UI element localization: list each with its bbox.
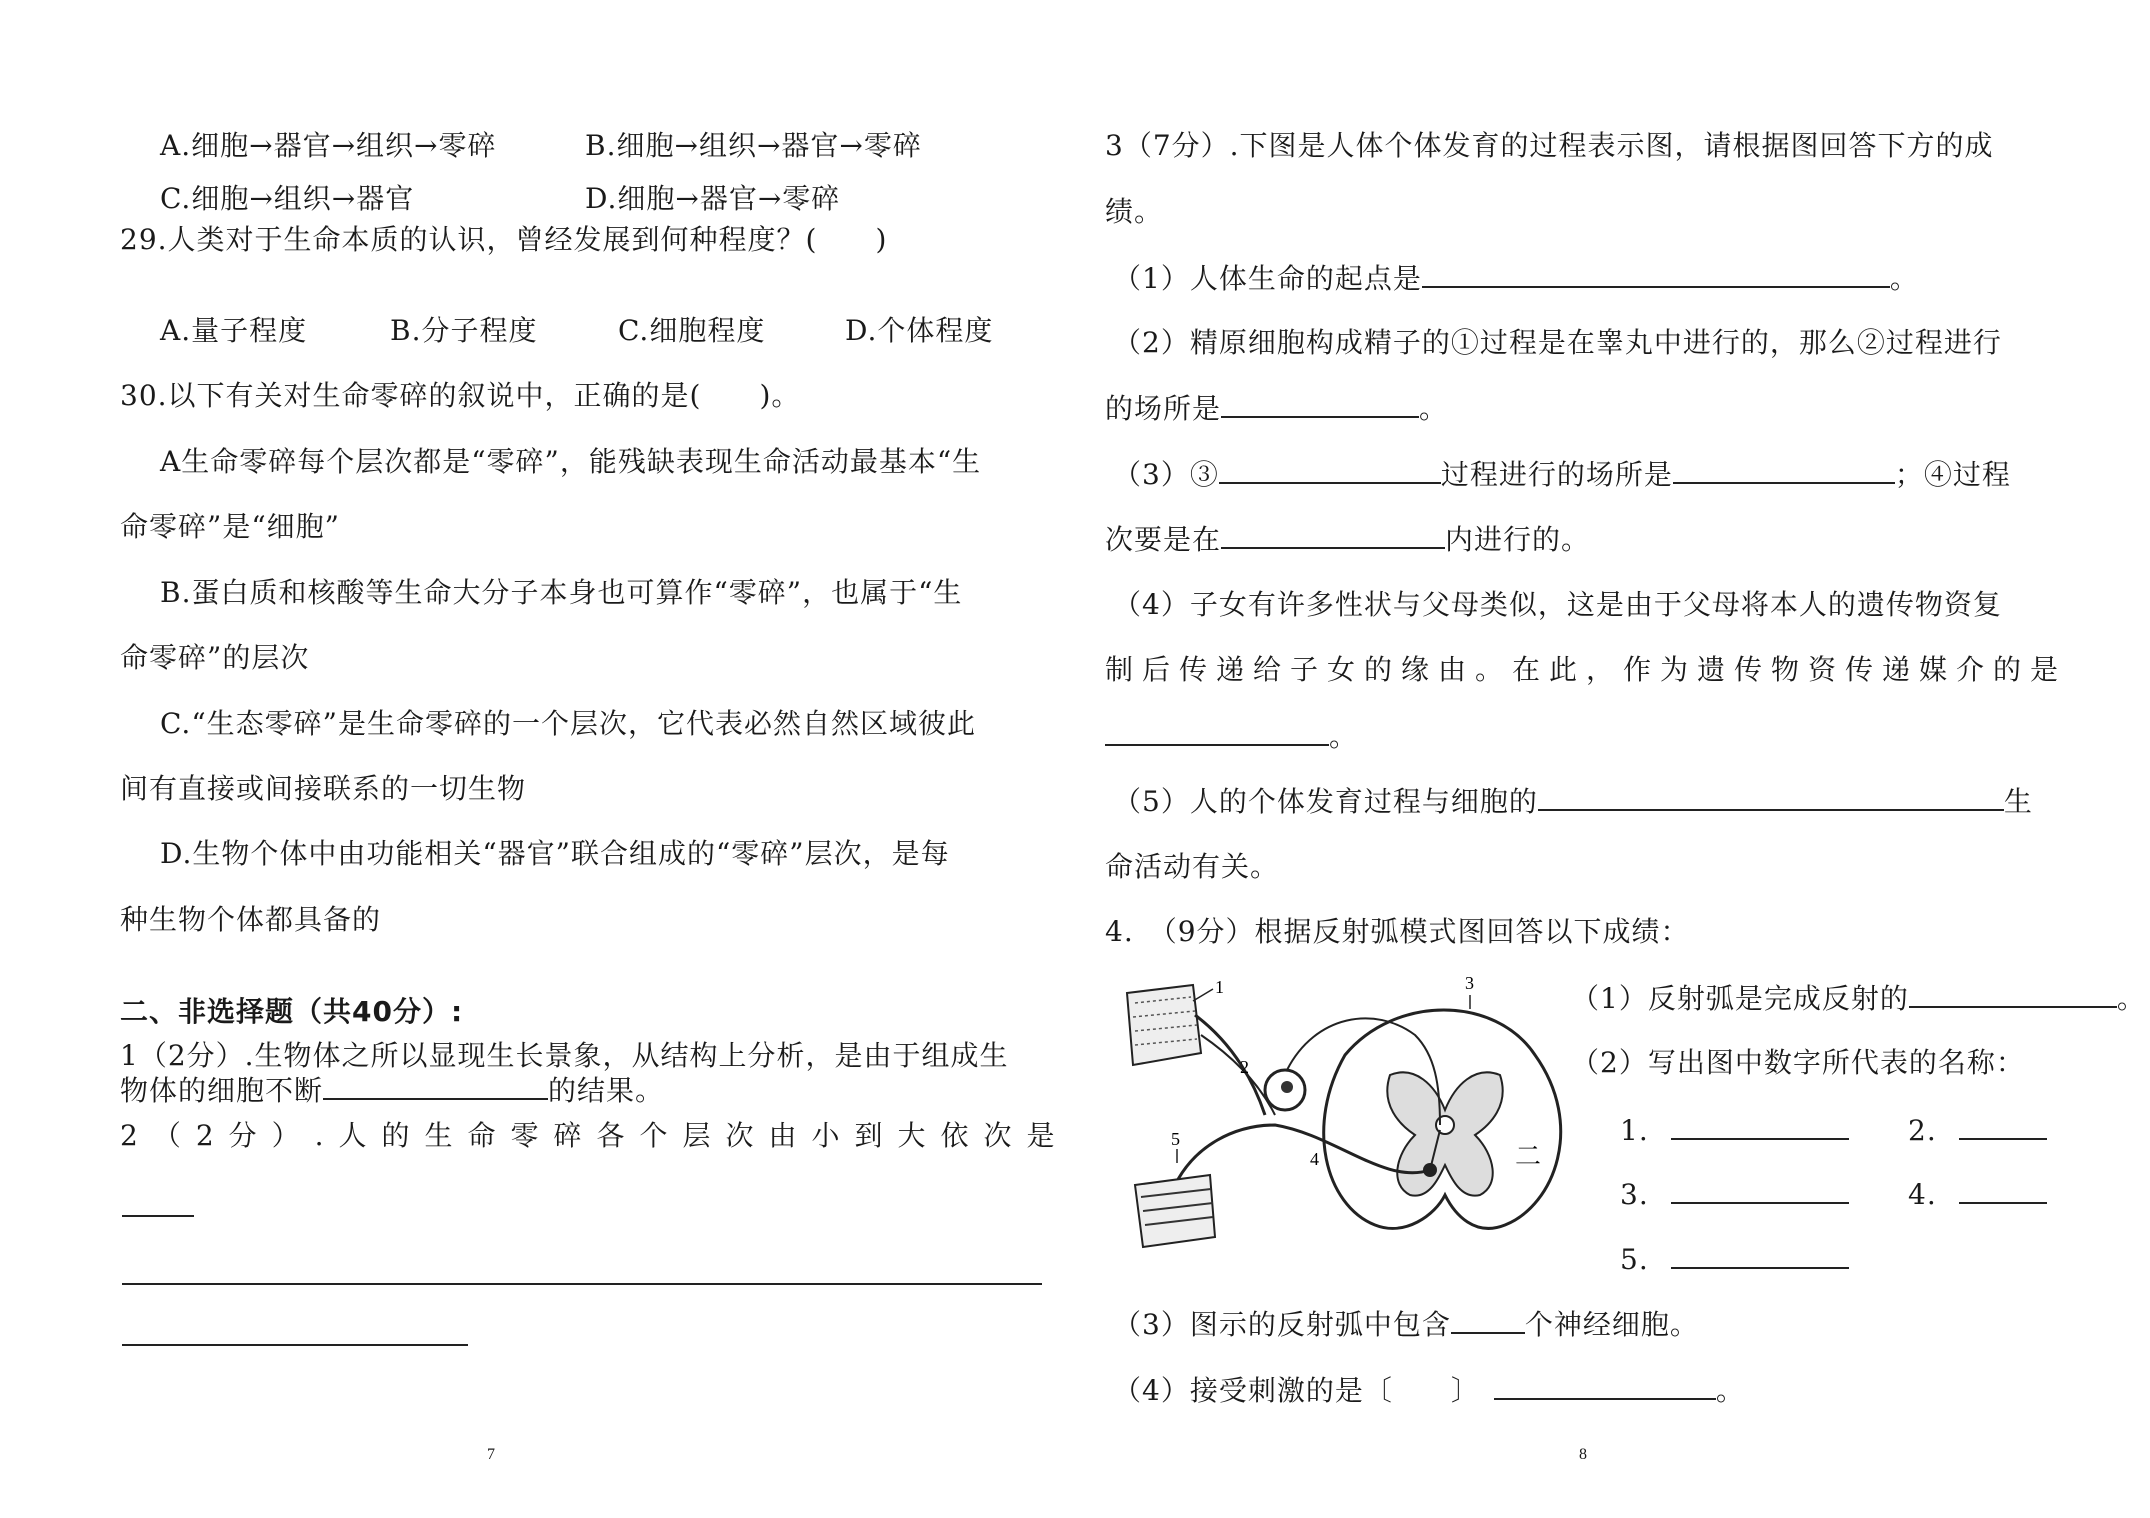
- nq4-name-2: [1908, 1112, 2047, 1149]
- nq4-name-5: [1620, 1241, 1849, 1278]
- nq3-p4-line3: [1105, 718, 1358, 755]
- q29-option-c: C.细胞程度: [618, 314, 766, 347]
- nq1-line2-pre: 物体的细胞不断: [120, 1074, 324, 1107]
- section-2-heading: 二、非选择题（共40分）:: [120, 995, 464, 1028]
- nq1-line2-post: 的结果。: [548, 1074, 665, 1107]
- nq3-p5-pre: （5）人的个体发育过程与细胞的: [1113, 785, 1538, 818]
- nq3-p1-post: 。: [1889, 262, 1919, 295]
- q30-option-d-line1: D.生物个体中由功能相关“器官”联合组成的“零碎”层次，是每: [160, 837, 950, 870]
- nq4-p4-pre: （4）接受刺激的是〔 〕: [1113, 1374, 1480, 1407]
- nq2-answer-blank-1[interactable]: [122, 1215, 194, 1217]
- nq4-name-1-num: 1.: [1620, 1114, 1649, 1147]
- nq3-p1-blank[interactable]: [1422, 260, 1890, 288]
- nq3-p3-pre: （3）③: [1113, 458, 1219, 491]
- nq4-name-3-num: 3.: [1620, 1178, 1649, 1211]
- nq4-p1-post: 。: [2116, 982, 2146, 1015]
- nq3-p1-pre: （1）人体生命的起点是: [1113, 262, 1422, 295]
- nq2-line1: 2（2分）.人的生命零碎各个层次由小到大依次是: [120, 1119, 1070, 1152]
- nq4-name-3: [1620, 1176, 1849, 1213]
- nq4-p3-pre: （3）图示的反射弧中包含: [1113, 1308, 1451, 1341]
- nq4-p3: [1113, 1306, 1699, 1343]
- nq4-p1: [1571, 980, 2146, 1017]
- nq3-p5-blank[interactable]: [1538, 783, 2004, 811]
- q30-option-d-line2: 种生物个体都具备的: [120, 903, 382, 936]
- ganglion-cell-body: [1281, 1081, 1293, 1093]
- label-5: 5: [1171, 1129, 1180, 1149]
- nq4-name-5-num: 5.: [1620, 1243, 1649, 1276]
- q30-stem: 30.以下有关对生命零碎的叙说中，正确的是( )。: [120, 379, 801, 412]
- nq3-p4-line2: 制后传递给子女的缘由。在此，作为遗传物资传递媒介的是: [1105, 653, 2068, 686]
- page-number-right: 8: [1579, 1446, 1587, 1463]
- nq4-name-5-blank[interactable]: [1671, 1241, 1849, 1269]
- effector-muscle: [1135, 1175, 1215, 1247]
- afferent-nerve-outline: [1201, 1035, 1275, 1115]
- nq4-p2: （2）写出图中数字所代表的名称：: [1571, 1046, 2025, 1079]
- nq1-answer-blank[interactable]: [323, 1072, 548, 1100]
- nq3-p3-line2-pre: 次要是在: [1105, 523, 1222, 556]
- q30-option-a-line2: 命零碎”是“细胞”: [120, 510, 340, 543]
- nq3-p3-line2-post: 内进行的。: [1445, 523, 1591, 556]
- q28-option-a: A.细胞→器官→组织→零碎: [160, 129, 497, 162]
- nq3-p5-line1: [1113, 783, 2033, 820]
- nq4-name-4: [1908, 1176, 2047, 1213]
- q30-option-c-line2: 间有直接或间接联系的一切生物: [120, 772, 527, 805]
- nq3-p2-pre: 的场所是: [1105, 392, 1222, 425]
- nq4-name-1: [1620, 1112, 1849, 1149]
- q29-stem: 29.人类对于生命本质的认识，曾经发展到何种程度？( ): [120, 223, 888, 256]
- nq4-p1-pre: （1）反射弧是完成反射的: [1571, 982, 1909, 1015]
- q29-option-a: A.量子程度: [160, 314, 308, 347]
- receptor-skin-patch: [1127, 985, 1201, 1065]
- nq4-p3-blank[interactable]: [1451, 1306, 1525, 1334]
- nq2-answer-blank-3[interactable]: [122, 1344, 468, 1346]
- nq3-p5-post: 生: [2003, 785, 2033, 818]
- label-4: 4: [1310, 1149, 1319, 1169]
- nq3-p5-line2: 命活动有关。: [1105, 850, 1280, 883]
- page-number-left: 7: [487, 1446, 495, 1463]
- nq4-name-1-blank[interactable]: [1671, 1112, 1849, 1140]
- nq3-p4-line1: （4）子女有许多性状与父母类似，这是由于父母将本人的遗传物资复: [1113, 588, 2002, 621]
- nq3-p3-blank-3[interactable]: [1221, 521, 1445, 549]
- nq3-line1: 3（7分）.下图是人体个体发育的过程表示图，请根据图回答下方的成: [1105, 129, 1994, 162]
- nq4-name-4-num: 4.: [1908, 1178, 1937, 1211]
- nq3-p2-post: 。: [1419, 392, 1449, 425]
- nq4-p1-blank[interactable]: [1909, 980, 2117, 1008]
- nq4-p3-post: 个神经细胞。: [1524, 1308, 1699, 1341]
- nq3-line2: 绩。: [1105, 195, 1164, 228]
- nq4-p4-post: 。: [1715, 1374, 1745, 1407]
- nq4-name-3-blank[interactable]: [1671, 1176, 1849, 1204]
- reflex-arc-diagram: [1115, 975, 1605, 1255]
- label-3: 3: [1465, 975, 1474, 993]
- nq3-p3-blank-2[interactable]: [1673, 456, 1895, 484]
- nq1-line2: [120, 1072, 664, 1107]
- q30-option-c-line1: C.“生态零碎”是生命零碎的一个层次，它代表必然自然区域彼此: [160, 707, 976, 740]
- nq2-answer-blank-2[interactable]: [122, 1283, 1042, 1285]
- right-page: [1075, 0, 2150, 1518]
- nq4-p4-blank[interactable]: [1494, 1372, 1716, 1400]
- nq3-p3-line2: [1105, 521, 1590, 558]
- nq3-p2-line2: [1105, 390, 1448, 427]
- q29-option-b: B.分子程度: [390, 314, 538, 347]
- q30-option-a-line1: A生命零碎每个层次都是“零碎”，能残缺表现生命活动最基本“生: [160, 445, 982, 478]
- nq3-p4-post: 。: [1329, 720, 1359, 753]
- label-2: 2: [1240, 1057, 1249, 1077]
- nq4-name-2-num: 2.: [1908, 1114, 1937, 1147]
- q30-option-b-line1: B.蛋白质和核酸等生命大分子本身也可算作“零碎”，也属于“生: [160, 576, 963, 609]
- q30-option-b-line2: 命零碎”的层次: [120, 641, 310, 674]
- nq3-p2-blank[interactable]: [1221, 390, 1419, 418]
- nq4-p4: [1113, 1372, 1745, 1409]
- q28-option-d: D.细胞→器官→零碎: [585, 182, 841, 215]
- nq3-p3-post: ；④过程: [1894, 458, 2011, 491]
- nq4-name-2-blank[interactable]: [1959, 1112, 2047, 1140]
- q28-option-b: B.细胞→组织→器官→零碎: [585, 129, 922, 162]
- afferent-nerve: [1195, 1015, 1265, 1115]
- label-1: 1: [1215, 977, 1224, 997]
- nq3-p3-line1: [1113, 456, 2011, 493]
- label-er: 二: [1515, 1142, 1542, 1172]
- nq4-heading: 4. （9分）根据反射弧模式图回答以下成绩：: [1105, 915, 1690, 948]
- nq1-line1: 1（2分）.生物体之所以显现生长景象，从结构上分析，是由于组成生: [120, 1039, 1009, 1072]
- q28-option-c: C.细胞→组织→器官: [160, 182, 415, 215]
- nq3-p2-line1: （2）精原细胞构成精子的①过程是在睾丸中进行的，那么②过程进行: [1113, 326, 2002, 359]
- nq3-p4-blank[interactable]: [1105, 718, 1329, 746]
- nq4-name-4-blank[interactable]: [1959, 1176, 2047, 1204]
- nq3-p1: [1113, 260, 1919, 297]
- q29-option-d: D.个体程度: [845, 314, 994, 347]
- nq3-p3-mid: 过程进行的场所是: [1440, 458, 1673, 491]
- nq3-p3-blank-1[interactable]: [1219, 456, 1441, 484]
